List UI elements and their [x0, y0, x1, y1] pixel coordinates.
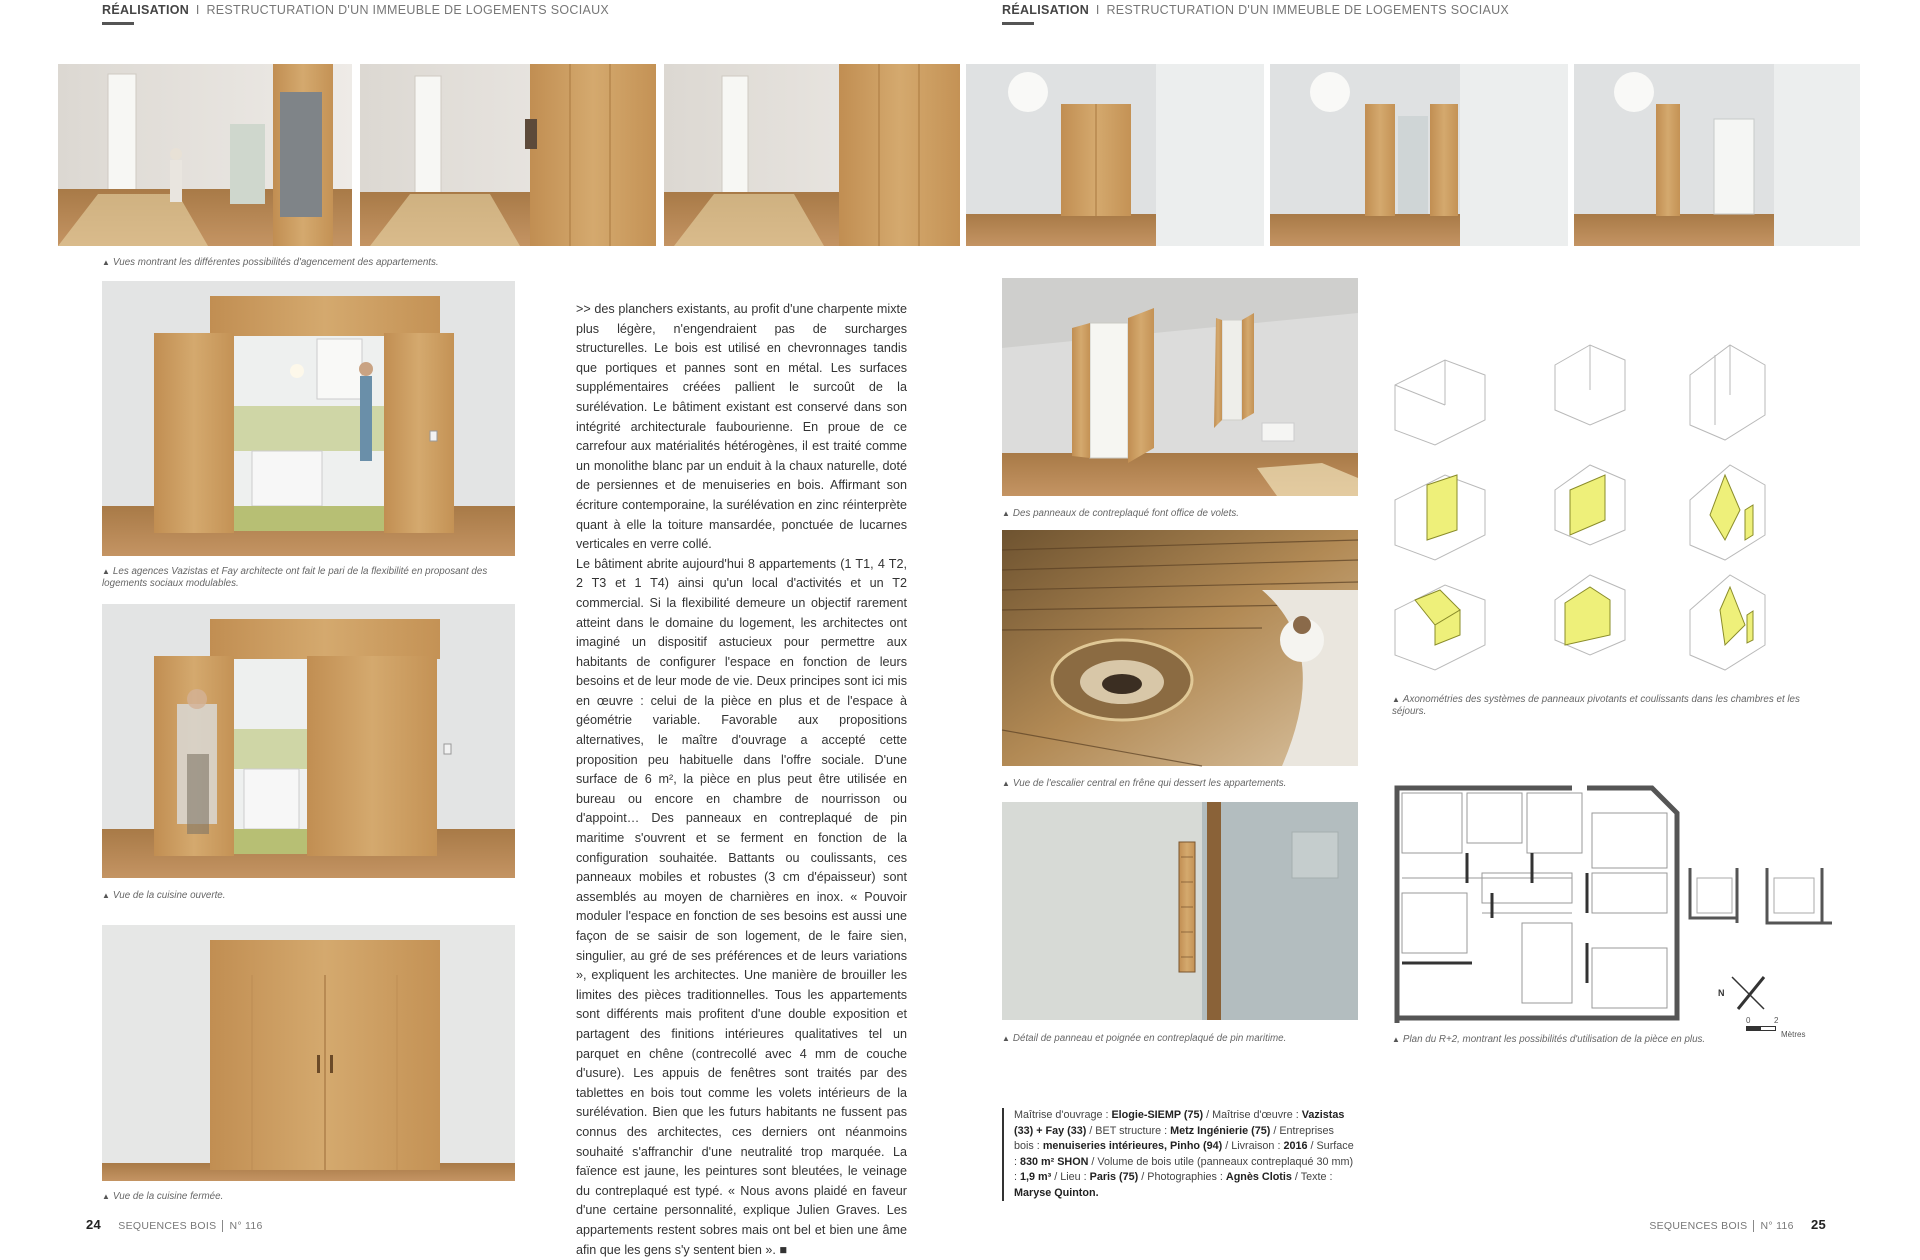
article-paragraph-1: >> des planchers existants, au profit d'une charpente mixte plus légère, n'engendraient pas de surcharges structurelles. Le bois est utilisé en chevronnages tandis que portiques et pannes sont en métal. Les surfaces supplémentaires créées pallient le surcoût de la surélévation. Le bâtiment existant est conservé dans son intégrité architecturale faubourienne. En proue de ce carrefour aux matérialités hétérogènes, il est traité comme un monolithe blanc par un enduit à la chaux naturelle, doté de persiennes et de menuiseries en bois. Affirmant son écriture contemporaine, la surélévation en zinc réinterprète quant à elle la toiture mansardée, ponctuée de lucarnes verticales en verre collé. [576, 302, 907, 552]
header-left-title: RESTRUCTURATION D'UN IMMEUBLE DE LOGEMENTS SOCIAUX [206, 3, 610, 17]
page-number-right: 25 [1810, 1217, 1826, 1232]
photo-strip-2 [360, 64, 656, 246]
photo-strip-6 [1574, 64, 1860, 246]
photo-shutters [1002, 278, 1358, 496]
footer-right-issue: N° 116 [1760, 1220, 1794, 1232]
header-right-rule [1002, 22, 1034, 25]
page-number-left: 24 [86, 1217, 102, 1232]
photo-kitchen-open [102, 604, 515, 878]
header-left: RÉALISATION I RESTRUCTURATION D'UN IMMEUBLE DE LOGEMENTS SOCIAUX [102, 3, 610, 17]
scale-two: 2 [1774, 1016, 1779, 1025]
footer-left [86, 1217, 263, 1232]
caption-photo-a: ▲ Les agences Vazistas et Fay architecte ont fait le pari de la flexibilité en proposant des logements sociaux modulables. [102, 566, 488, 589]
header-right-section: RÉALISATION [1002, 3, 1090, 17]
caption-shutters: ▲ Des panneaux de contreplaqué font office de volets. [1002, 508, 1239, 519]
scale-zero: 0 [1746, 1016, 1751, 1025]
photo-strip-1 [58, 64, 352, 246]
photo-kitchen-panels [102, 281, 515, 556]
footer-left-magazine: SEQUENCES BOIS [118, 1220, 217, 1232]
article-paragraph-2: Le bâtiment abrite aujourd'hui 8 appartements (1 T1, 4 T2, 2 T3 et 1 T4) ainsi qu'un local d'activités et un T2 commercial. Si la flexibilité demeure un objectif rarement atteint dans le domaine du logement, les architectes ont imaginé un dispositif astucieux pour permettre aux habitants de configurer l'espace en fonction de leurs besoins et de leur mode de vie. Deux principes sont ici mis en œuvre : celui de la pièce en plus et de l'espace à géométrie variable. Favorable aux propositions alternatives, le maître d'ouvrage a accepté cette proposition peu habituelle dans l'offre sociale. D'une surface de 6 m², la pièce en plus peut être utilisée en bureau ou encore en chambre de nourrisson ou d'appoint… Des panneaux en contreplaqué de pin maritime s'ouvrent et se ferment en fonction de la configuration souhaitée. Battants ou coulissants, ces panneaux mobiles et robustes (3 cm d'épaisseur) sont assemblés au moyen de charnières en inox. « Pouvoir moduler l'espace en fonction de ses besoins est aussi une façon de se saisir de son logement, de le faire sien, singulier, au gré de ses préférences et de leurs variations », expliquent les architectes. Une manière de brouiller les limites des pièces traditionnelles. Tous les appartements sont différents mais profitent d'une double exposition et partagent des finitions intérieures qualitatives tel un parquet en chêne (contrecollé avec 4 mm de couche d'usure). Les appuis de fenêtres sont traités par des tablettes en bois tout comme les volets intérieurs de la surélévation. Bien que les futurs habitants ne fussent pas connus des architectes, ces derniers ont néanmoins souhaité s'affranchir d'une neutralité trop marquée. La faïence est jaune, les peintures sont bleutées, le veinage du contreplaqué est typé. « Nous avons plaidé en faveur d'une certaine personnalité, explique Julien Graves. Les appartements restent sobres mais ont bel et bien une âme afin que les gens s'y sentent bien ». ■ [576, 556, 907, 1257]
header-right: RÉALISATION I RESTRUCTURATION D'UN IMMEUBLE DE LOGEMENTS SOCIAUX [1002, 3, 1510, 17]
footer-left-issue: N° 116 [229, 1220, 263, 1232]
photo-strip-3 [664, 64, 960, 246]
caption-photo-c: ▲ Vue de la cuisine fermée. [102, 1191, 224, 1202]
axonometric-diagrams [1385, 325, 1805, 685]
footer-right-magazine: SEQUENCES BOIS [1649, 1220, 1748, 1232]
scale-bar [1746, 1026, 1776, 1031]
article-body [576, 300, 907, 1260]
photo-strip-4 [966, 64, 1264, 246]
header-left-rule [102, 22, 134, 25]
caption-handle: ▲ Détail de panneau et poignée en contreplaqué de pin maritime. [1002, 1033, 1287, 1044]
caption-stair: ▲ Vue de l'escalier central en frêne qui dessert les appartements. [1002, 778, 1287, 789]
photo-kitchen-closed [102, 925, 515, 1181]
footer-right [1649, 1217, 1826, 1232]
scale-unit: Mètres [1781, 1030, 1806, 1039]
header-left-section: RÉALISATION [102, 3, 190, 17]
photo-panel-handle [1002, 802, 1358, 1020]
caption-axo: ▲ Axonométries des systèmes de panneaux pivotants et coulissants dans les chambres et les séjours. [1392, 694, 1800, 717]
photo-strip-5 [1270, 64, 1568, 246]
header-right-title: RESTRUCTURATION D'UN IMMEUBLE DE LOGEMENTS SOCIAUX [1106, 3, 1510, 17]
caption-plan: ▲ Plan du R+2, montrant les possibilités d'utilisation de la pièce en plus. [1392, 1034, 1706, 1045]
credits: Maîtrise d'ouvrage : Elogie-SIEMP (75) / Maîtrise d'œuvre : Vazistas (33) + Fay (33) / BET structure : Metz Ingénierie (75) / Entreprises bois : menuiseries intérieures, Pinho (94) / Livraison : 2016 / Surface : 830 m² SHON / Volume de bois utile (panneaux contreplaqué 30 mm) : 1,9 m³ / Lieu : Paris (75) / Photographies : Agnès Clotis / Texte : Maryse Quinton. [1002, 1108, 1354, 1201]
photo-staircase [1002, 530, 1358, 766]
caption-top-strip: ▲ Vues montrant les différentes possibilités d'agencement des appartements. [102, 257, 439, 268]
north-arrow-icon [1728, 975, 1768, 1015]
north-label: N [1718, 988, 1725, 998]
caption-photo-b: ▲ Vue de la cuisine ouverte. [102, 890, 226, 901]
